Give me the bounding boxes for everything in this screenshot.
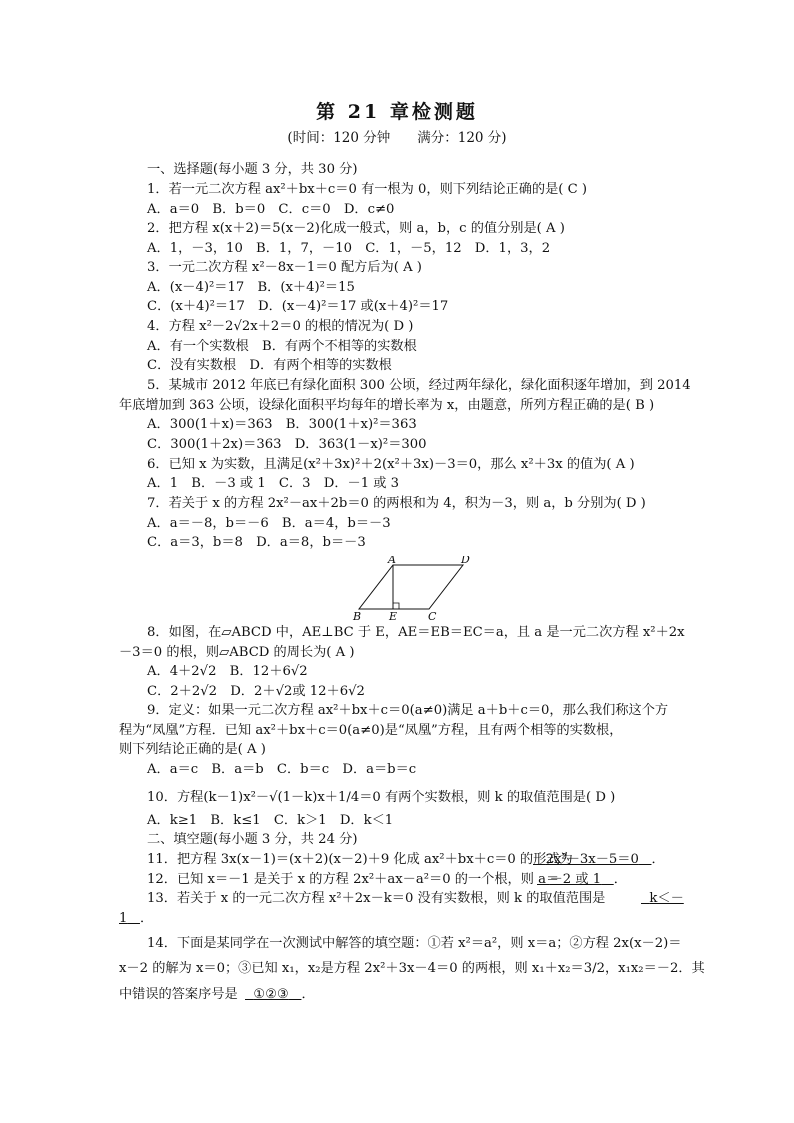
question-line: A．(x－4)²＝17 B．(x＋4)²＝15 [147, 280, 355, 295]
page-subtitle: (时间：120 分钟 满分：120 分) [287, 130, 507, 146]
question-line: 9．定义：如果一元二次方程 ax²＋bx＋c＝0(a≠0)满足 a＋b＋c＝0，那么我们称这个方 [147, 703, 669, 718]
question-line: －3＝0 的根，则▱ABCD 的周长为( A ) [119, 645, 355, 660]
answer-q11-text: 2x²－3x－5＝0 [545, 852, 639, 867]
question-line: 二、填空题(每小题 3 分，共 24 分) [147, 832, 358, 847]
question-line: 1．若一元二次方程 ax²＋bx＋c＝0 有一根为 0，则下列结论正确的是( C ) [147, 182, 588, 197]
question-line: 则下列结论正确的是( A ) [119, 742, 266, 757]
question-line: 4．方程 x²－2√2x＋2＝0 的根的情况为( D ) [147, 319, 414, 334]
question-line: C．a＝3，b＝8 D．a＝8，b＝－3 [147, 535, 366, 550]
question-line: 13．若关于 x 的一元二次方程 x²＋2x－k＝0 没有实数根，则 k 的取值范围是 [147, 891, 606, 906]
question-line: A．k≥1 B．k≤1 C．k＞1 D．k＜1 [147, 813, 394, 828]
right-angle-mark [393, 603, 399, 609]
label-c: C [428, 610, 437, 623]
question-line: 11．把方程 3x(x－1)＝(x＋2)(x－2)＋9 化成 ax²＋bx＋c＝0 的形式为 [147, 852, 573, 867]
question-line: x－2 的解为 x＝0；③已知 x₁，x₂是方程 2x²＋3x－4＝0 的两根，则 x₁＋x₂＝3/2，x₁x₂＝－2．其 [119, 961, 705, 976]
answer-q12: －2 或 1 ． [549, 872, 627, 887]
question-line: 一、选择题(每小题 3 分，共 30 分) [147, 162, 358, 177]
answer-q11: 2x²－3x－5＝0 ． [545, 852, 665, 867]
question-line: 程为“凤凰”方程．已知 ax²＋bx＋c＝0(a≠0)是“凤凰”方程，且有两个相等的实数根， [119, 723, 623, 738]
question-line: 7．若关于 x 的方程 2x²－ax＋2b＝0 的两根和为 4，积为－3，则 a，b 分别为( D ) [147, 496, 646, 511]
question-line: 年底增加到 363 公顷，设绿化面积平均每年的增长率为 x，由题意，所列方程正确的是( B ) [119, 398, 655, 413]
label-e: E [389, 610, 398, 623]
parallelogram-figure [350, 556, 480, 624]
question-line: 5．某城市 2012 年底已有绿化面积 300 公顷，经过两年绿化，绿化面积逐年增加，到 2014 [147, 378, 691, 393]
question-line: 中错误的答案序号是 [119, 987, 238, 1002]
answer-q13-part1 [641, 889, 684, 909]
question-line: A．1，－3，10 B．1，7，－10 C．1，－5，12 D．1，3，2 [147, 241, 551, 256]
question-line: A．1 B．－3 或 1 C．3 D．－1 或 3 [147, 476, 400, 491]
question-line: A．a＝0 B．b＝0 C．c＝0 D．c≠0 [147, 202, 395, 217]
question-line: 3．一元二次方程 x²－8x－1＝0 配方后为( A ) [147, 260, 422, 275]
answer-q14-text: ①②③ [253, 987, 289, 1002]
label-b: B [353, 610, 362, 623]
parallelogram-abcd [359, 565, 463, 609]
question-line: A．a＝c B．a＝b C．b＝c D．a＝b＝c [147, 762, 417, 777]
answer-q13-part2: 1 ． [119, 911, 154, 926]
question-line: A．a＝－8，b＝－6 B．a＝4，b＝－3 [147, 516, 391, 531]
question-line: C．2＋2√2 D．2＋√2或 12＋6√2 [147, 684, 365, 699]
question-line: 8．如图，在▱ABCD 中，AE⊥BC 于 E，AE＝EB＝EC＝a，且 a 是一元二次方程 x²＋2x [147, 625, 685, 640]
answer-q12-text: －2 或 1 [549, 872, 602, 887]
answer-q14: ①②③ ． [253, 987, 315, 1002]
question-line: A．300(1＋x)＝363 B．300(1＋x)²＝363 [147, 417, 417, 432]
question-line: 10．方程(k－1)x²－√(1－k)x＋1/4＝0 有两个实数根，则 k 的取值范围是( D ) [147, 790, 616, 805]
label-d: D [461, 556, 470, 566]
question-line: C．(x＋4)²＝17 D．(x－4)²＝17 或(x＋4)²＝17 [147, 299, 449, 314]
question-line: C．300(1＋2x)＝363 D．363(1－x)²＝300 [147, 437, 427, 452]
question-line: 12．已知 x＝－1 是关于 x 的方程 2x²＋ax－a²＝0 的一个根，则 a＝ [147, 872, 560, 887]
page-title: 第 21 章检测题 [316, 101, 478, 123]
label-a: A [388, 556, 396, 566]
question-line: A．4＋2√2 B．12＋6√2 [147, 664, 308, 679]
question-line: 2．把方程 x(x＋2)＝5(x－2)化成一般式，则 a，b，c 的值分别是( A ) [147, 221, 565, 236]
question-line: C．没有实数根 D．有两个相等的实数根 [147, 358, 392, 373]
question-line: 14．下面是某同学在一次测试中解答的填空题：①若 x²＝a²，则 x＝a；②方程 2x(x－2)＝ [147, 936, 682, 951]
answer-q13-text: k＜－ [649, 891, 684, 906]
answer-q13-cont: 1 [119, 911, 128, 926]
question-line: A．有一个实数根 B．有两个不相等的实数根 [147, 339, 417, 354]
question-line: 6．已知 x 为实数，且满足(x²＋3x)²＋2(x²＋3x)－3＝0，那么 x²＋3x 的值为( A ) [147, 457, 635, 472]
